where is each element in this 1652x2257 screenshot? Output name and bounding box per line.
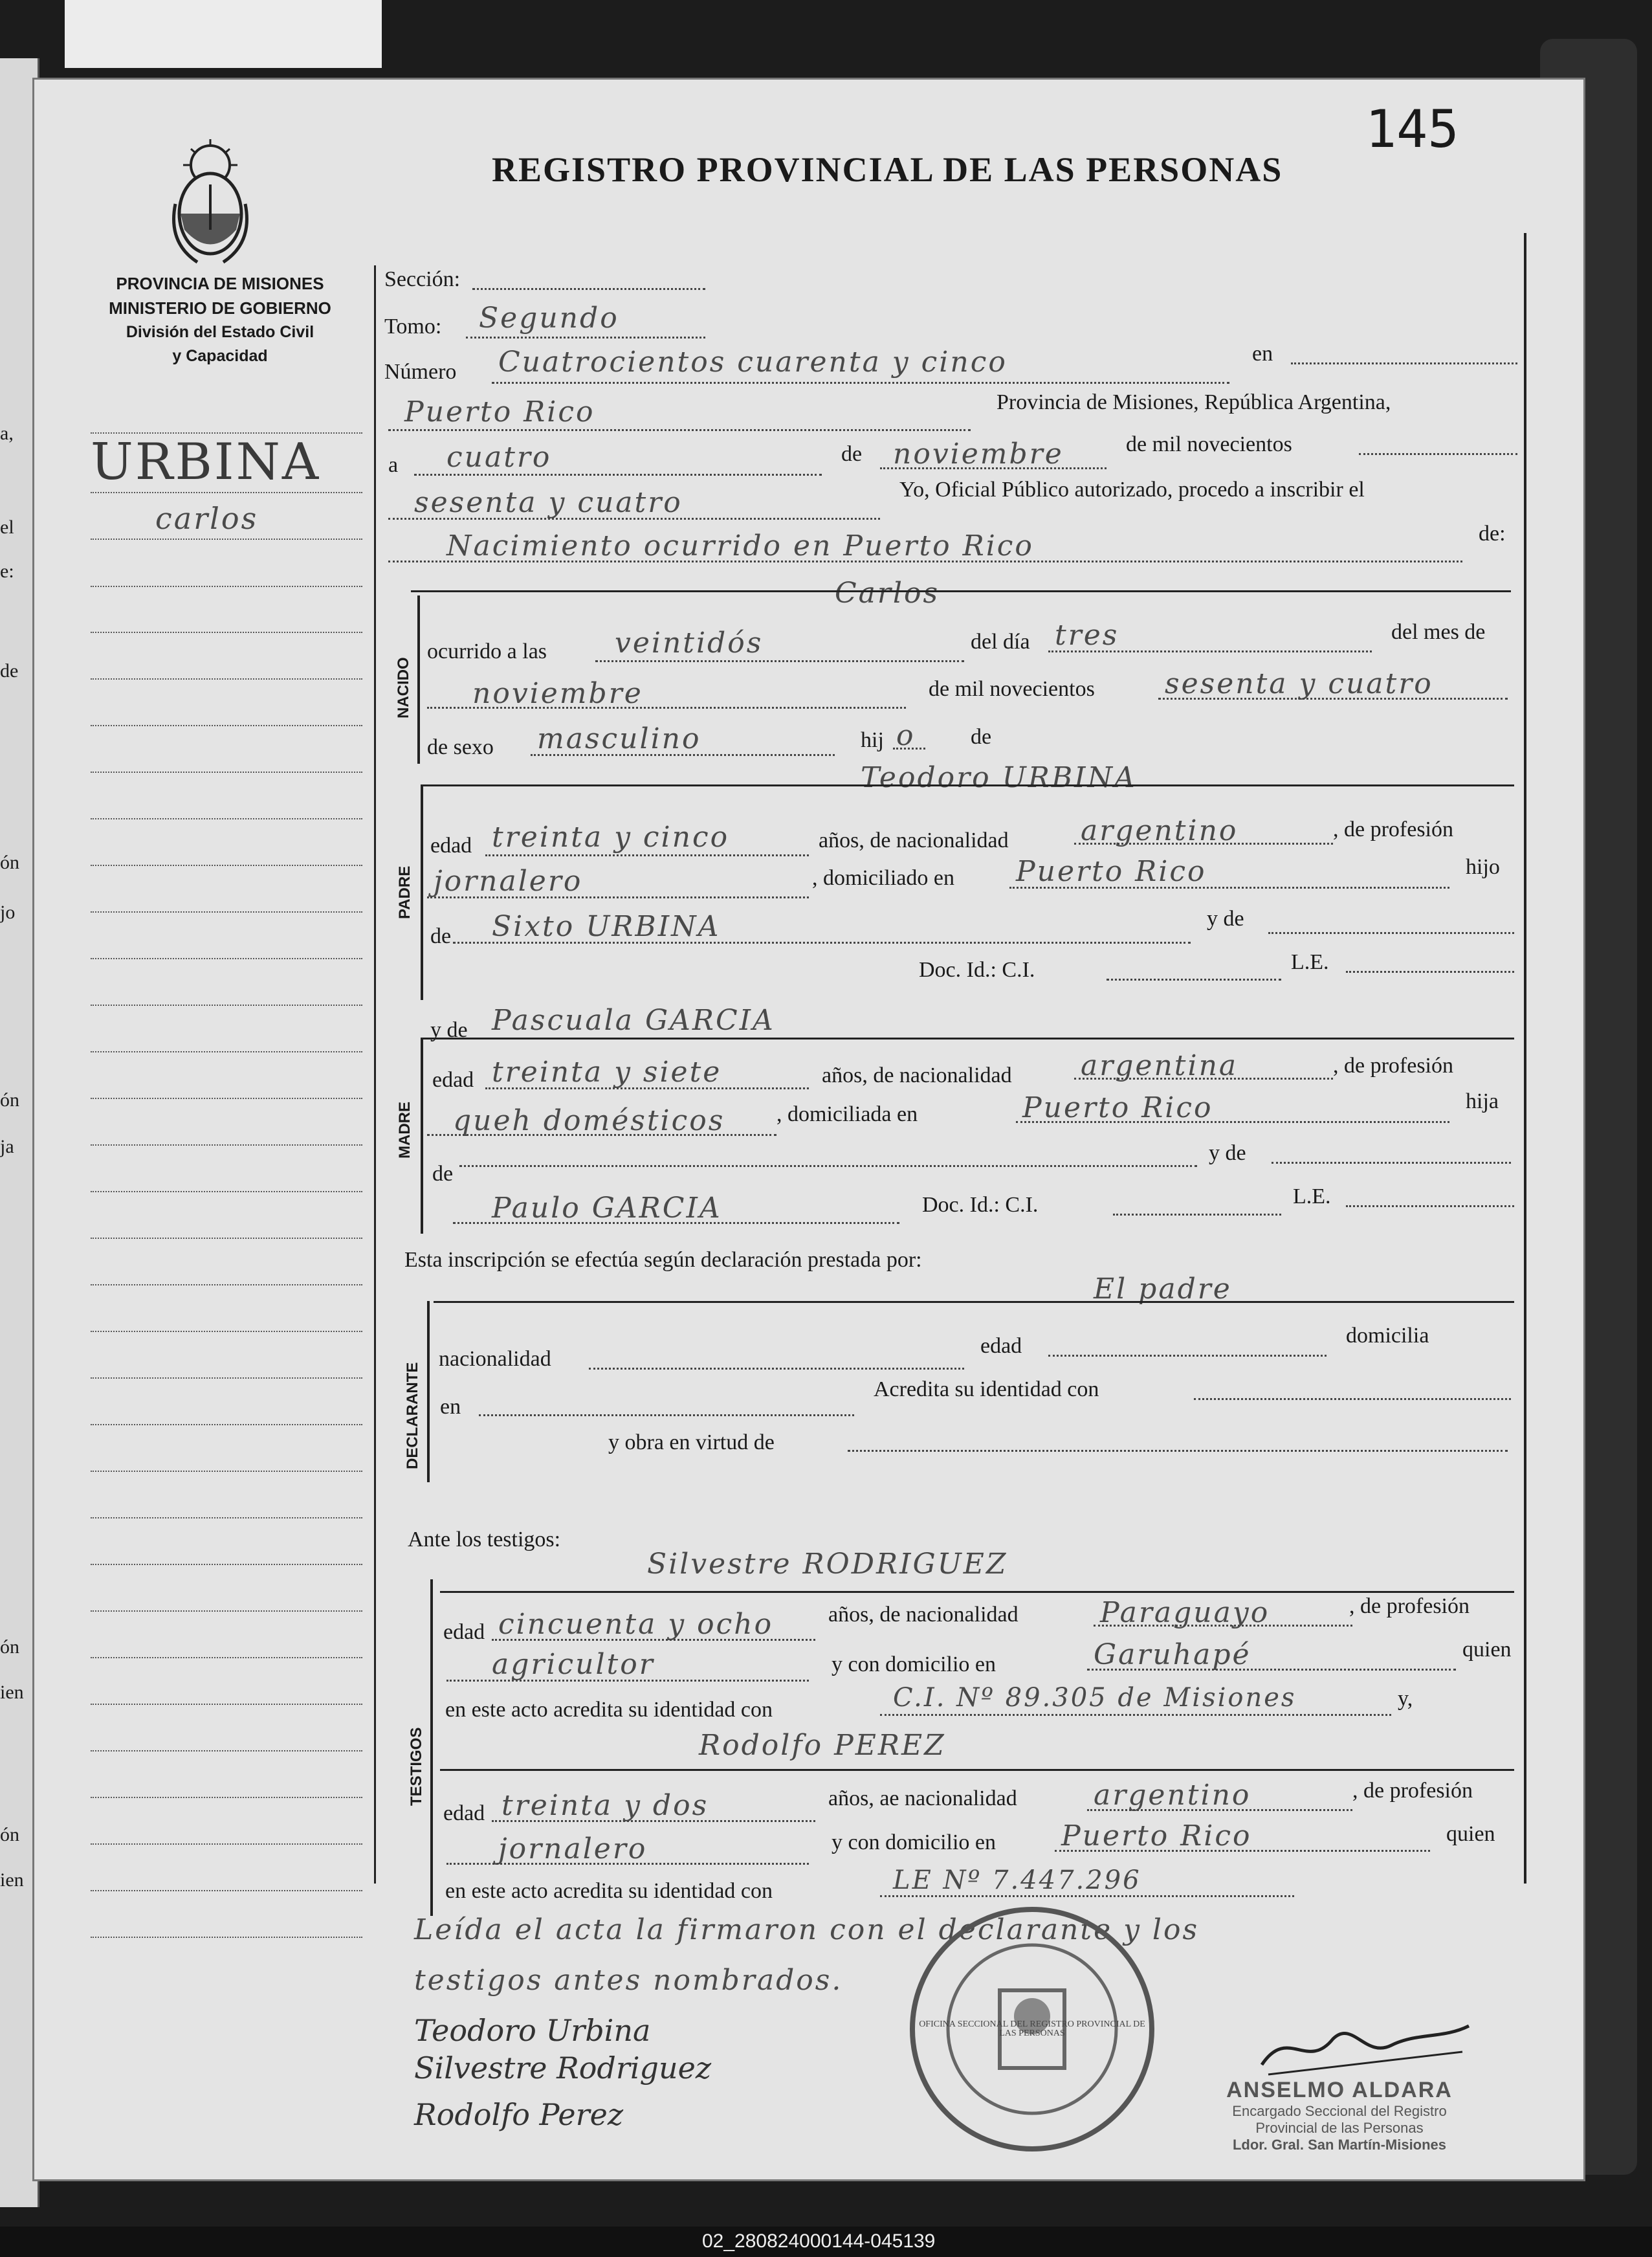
margin-given-name: carlos bbox=[155, 501, 259, 536]
madre-nac-line bbox=[1074, 1078, 1333, 1080]
label-doc: Doc. Id.: C.I. bbox=[919, 958, 1035, 982]
value-madre-padre: Paulo GARCIA bbox=[492, 1192, 722, 1225]
value-madre-nac: argentina bbox=[1081, 1049, 1239, 1082]
inscribe-line bbox=[388, 561, 1462, 562]
official-title: Provincial de las Personas bbox=[1255, 2120, 1424, 2136]
signature-witness-1: Silvestre Rodriguez bbox=[414, 2051, 712, 2085]
value-t2-dom: Puerto Rico bbox=[1061, 1819, 1252, 1852]
madre-le-line bbox=[1346, 1205, 1514, 1207]
nacido-bracket bbox=[417, 595, 420, 764]
value-lugar: Puerto Rico bbox=[404, 395, 595, 428]
label-de-sexo: de sexo bbox=[427, 735, 494, 759]
anio-nac-line bbox=[1158, 698, 1508, 700]
value-numero: Cuatrocientos cuarenta y cinco bbox=[498, 346, 1008, 379]
mil-line bbox=[1359, 453, 1517, 455]
fragment: ja bbox=[0, 1136, 14, 1157]
label-de-2: de bbox=[971, 725, 992, 749]
padre-nac-line bbox=[1074, 843, 1333, 845]
value-madre-dom: Puerto Rico bbox=[1022, 1091, 1213, 1124]
value-nombre-nacido: Carlos bbox=[835, 577, 940, 610]
value-padre-nac: argentino bbox=[1081, 814, 1239, 847]
value-testigo2: Rodolfo PEREZ bbox=[699, 1729, 946, 1762]
section-declarante: DECLARANTE bbox=[404, 1362, 421, 1469]
label-dom-t2: y con domicilio en bbox=[832, 1830, 997, 1854]
footer-id: 02_280824000144-045139 bbox=[702, 2230, 936, 2252]
madre-bracket bbox=[421, 1040, 423, 1234]
madre-dom-line bbox=[1016, 1121, 1449, 1123]
testigos-bracket bbox=[430, 1579, 433, 1916]
t1-doc-line bbox=[880, 1714, 1391, 1716]
label-de-mil: de mil novecientos bbox=[1126, 432, 1292, 456]
label-del-mes: del mes de bbox=[1391, 620, 1486, 644]
padre-doc-line bbox=[1107, 979, 1281, 981]
value-madre-nombre: Pascuala GARCIA bbox=[492, 1004, 775, 1037]
office-line: MINISTERIO DE GOBIERNO bbox=[109, 298, 331, 318]
label-del-dia: del día bbox=[971, 630, 1030, 654]
madre-doc-line bbox=[1113, 1214, 1281, 1216]
label-domicilia: domicilia bbox=[1346, 1324, 1429, 1348]
label-de-mil-2: de mil novecientos bbox=[929, 677, 1095, 701]
decl-nac-line bbox=[589, 1368, 964, 1370]
decl-acredita-line bbox=[1194, 1398, 1511, 1400]
official-location: Ldor. Gral. San Martín-Misiones bbox=[1232, 2137, 1447, 2153]
label-domiciliada: , domiciliada en bbox=[776, 1102, 918, 1126]
label-profesion: , de profesión bbox=[1333, 817, 1454, 841]
fragment: ien bbox=[0, 1869, 24, 1891]
madre-edad-line bbox=[485, 1087, 809, 1089]
value-padre-prof: jornalero bbox=[434, 865, 583, 898]
value-tomo: Segundo bbox=[479, 302, 619, 335]
label-edad-decl: edad bbox=[980, 1334, 1022, 1358]
label-doc-madre: Doc. Id.: C.I. bbox=[922, 1193, 1039, 1217]
t2-prof-line bbox=[446, 1863, 809, 1865]
en-line bbox=[1291, 362, 1517, 364]
value-t1-prof: agricultor bbox=[492, 1648, 655, 1681]
official-stamp bbox=[1184, 2078, 1495, 2153]
label-seccion: Sección: bbox=[384, 267, 461, 291]
seccion-line bbox=[472, 288, 705, 290]
fragment: ón bbox=[0, 1089, 19, 1111]
office-header bbox=[78, 272, 362, 368]
value-madre-prof: queh domésticos bbox=[453, 1104, 725, 1137]
label-y-comma: y, bbox=[1398, 1687, 1413, 1711]
value-dia: cuatro bbox=[446, 441, 552, 474]
mes-nac-line bbox=[427, 707, 906, 709]
label-de: de bbox=[841, 442, 863, 466]
page-number: 145 bbox=[1365, 99, 1459, 159]
value-declarante: El padre bbox=[1094, 1273, 1232, 1306]
label-hij: hij bbox=[861, 728, 884, 752]
fragment: e: bbox=[0, 561, 14, 582]
label-acto-t2: en este acto acredita su identidad con bbox=[445, 1879, 773, 1903]
t1-dom-line bbox=[1087, 1669, 1456, 1671]
decl-edad-line bbox=[1048, 1355, 1327, 1357]
paper-strip bbox=[65, 0, 382, 68]
value-madre-edad: treinta y siete bbox=[492, 1056, 722, 1089]
t1-nac-line bbox=[1094, 1625, 1352, 1627]
fragment: ón bbox=[0, 1824, 19, 1845]
label-edad-t1: edad bbox=[443, 1620, 485, 1644]
page-title: REGISTRO PROVINCIAL DE LAS PERSONAS bbox=[492, 150, 1283, 189]
padre-edad-line bbox=[485, 854, 809, 856]
value-mes: noviembre bbox=[893, 438, 1064, 471]
label-le-madre: L.E. bbox=[1293, 1184, 1331, 1208]
office-line: PROVINCIA DE MISIONES bbox=[116, 274, 324, 293]
frame-line bbox=[1524, 233, 1526, 1884]
lugar-line bbox=[388, 429, 971, 431]
signature-father: Teodoro Urbina bbox=[414, 2013, 651, 2048]
label-y-obra: y obra en virtud de bbox=[608, 1430, 775, 1454]
testigo2-top-line bbox=[440, 1769, 1514, 1771]
label-provincia: Provincia de Misiones, República Argentina, bbox=[997, 390, 1391, 414]
padre-prof-line bbox=[427, 896, 809, 898]
label-domiciliado: , domiciliado en bbox=[812, 866, 955, 890]
value-t2-edad: treinta y dos bbox=[501, 1789, 709, 1822]
office-line: y Capacidad bbox=[172, 346, 268, 365]
fragment: ón bbox=[0, 852, 19, 873]
official-title: Encargado Seccional del Registro bbox=[1232, 2103, 1447, 2119]
value-padre-nombre: Teodoro URBINA bbox=[861, 761, 1137, 794]
label-anos-nac: años, de nacionalidad bbox=[819, 828, 1009, 852]
hij-line bbox=[893, 748, 925, 750]
t2-dom-line bbox=[1055, 1850, 1430, 1852]
closing-line-1: Leída el acta la firmaron con el declarante y los bbox=[414, 1913, 1200, 1946]
label-y-de-2: y de bbox=[1209, 1141, 1246, 1165]
value-padre-dom: Puerto Rico bbox=[1016, 855, 1207, 888]
signature-witness-2: Rodolfo Perez bbox=[414, 2097, 624, 2132]
value-t1-doc: C.I. Nº 89.305 de Misiones bbox=[893, 1683, 1297, 1713]
value-t2-doc: LE Nº 7.447.296 bbox=[893, 1865, 1141, 1895]
value-padre-padre: Sixto URBINA bbox=[492, 910, 721, 943]
madre-top-line bbox=[421, 1038, 1514, 1040]
label-yo-oficial: Yo, Oficial Público autorizado, procedo a inscribir el bbox=[899, 478, 1365, 502]
official-seal bbox=[903, 1900, 1162, 2159]
value-padre-edad: treinta y cinco bbox=[492, 821, 730, 854]
fragment: a, bbox=[0, 423, 14, 444]
label-hija: hija bbox=[1466, 1089, 1499, 1113]
declarante-bracket bbox=[427, 1301, 430, 1482]
coat-of-arms-icon bbox=[171, 139, 249, 269]
padre-padre-line bbox=[453, 942, 1191, 944]
label-anos-nac-madre: años, de nacionalidad bbox=[822, 1063, 1012, 1087]
tomo-line bbox=[466, 337, 705, 339]
t2-nac-line bbox=[1087, 1809, 1352, 1811]
margin-surname: URBINA bbox=[91, 433, 321, 491]
decl-obra-line bbox=[848, 1450, 1508, 1452]
fragment: ón bbox=[0, 1636, 19, 1658]
anio-line bbox=[388, 518, 880, 520]
label-profesion-t1: , de profesión bbox=[1349, 1594, 1470, 1618]
label-quien-t2: quien bbox=[1446, 1822, 1495, 1846]
value-t1-nac: Paraguayo bbox=[1100, 1596, 1270, 1629]
label-anos-nac-t1: años, de nacionalidad bbox=[828, 1603, 1019, 1627]
label-ocurrido: ocurrido a las bbox=[427, 639, 547, 663]
value-hij-suffix: o bbox=[896, 719, 916, 752]
fragment: de bbox=[0, 660, 19, 682]
fragment: el bbox=[0, 517, 14, 538]
value-anio: sesenta y cuatro bbox=[414, 486, 683, 519]
label-en-decl: en bbox=[440, 1395, 461, 1419]
fragment: ien bbox=[0, 1682, 24, 1703]
section-padre: PADRE bbox=[396, 865, 413, 919]
seal-text: OFICINA SECCIONAL DEL REGISTRO PROVINCIAL DE LAS PERSONAS bbox=[919, 2019, 1145, 2038]
padre-le-line bbox=[1346, 971, 1514, 973]
section-testigos: TESTIGOS bbox=[408, 1727, 425, 1806]
t1-prof-line bbox=[446, 1680, 809, 1682]
label-profesion-t2: , de profesión bbox=[1352, 1779, 1473, 1803]
madre-padre-name-line bbox=[453, 1222, 899, 1224]
label-y-de-madre: y de bbox=[430, 1018, 468, 1042]
value-t1-edad: cincuenta y ocho bbox=[498, 1608, 774, 1641]
padre-dom-line bbox=[1009, 887, 1449, 889]
label-de-3: de bbox=[430, 924, 452, 948]
label-de-colon: de: bbox=[1479, 522, 1506, 546]
sexo-line bbox=[531, 754, 835, 756]
value-t2-nac: argentino bbox=[1094, 1779, 1251, 1812]
madre-madre-line bbox=[1272, 1162, 1511, 1164]
padre-bracket bbox=[421, 786, 423, 1000]
dia-nac-line bbox=[1048, 650, 1372, 652]
madre-prof-line bbox=[427, 1134, 776, 1136]
label-hijo: hijo bbox=[1466, 855, 1500, 879]
label-edad-t2: edad bbox=[443, 1801, 485, 1825]
section-nacido: NACIDO bbox=[395, 657, 412, 718]
testigo1-top-line bbox=[440, 1591, 1514, 1593]
label-esta-inscripcion: Esta inscripción se efectúa según declaración prestada por: bbox=[404, 1248, 922, 1272]
label-tomo: Tomo: bbox=[384, 315, 442, 339]
dia-line bbox=[414, 474, 822, 476]
madre-padre-line bbox=[459, 1165, 1197, 1167]
declarante-top-line bbox=[434, 1301, 1514, 1303]
padre-madre-line bbox=[1268, 932, 1514, 934]
value-mes-nac: noviembre bbox=[472, 677, 643, 710]
section-madre: MADRE bbox=[396, 1102, 413, 1159]
hora-line bbox=[595, 660, 964, 662]
nacido-top-line bbox=[411, 590, 1511, 592]
label-a: a bbox=[388, 453, 399, 477]
label-dom-t1: y con domicilio en bbox=[832, 1652, 997, 1676]
label-y-de: y de bbox=[1207, 907, 1244, 931]
label-edad: edad bbox=[430, 834, 472, 858]
t2-doc-line bbox=[880, 1895, 1294, 1897]
mes-line bbox=[880, 467, 1107, 469]
label-anos-nac-t2: años, ae nacionalidad bbox=[828, 1786, 1017, 1810]
label-ante-testigos: Ante los testigos: bbox=[408, 1528, 561, 1551]
value-t1-dom: Garuhapé bbox=[1094, 1638, 1251, 1671]
label-acredita: Acredita su identidad con bbox=[874, 1377, 1099, 1401]
value-anio-nac: sesenta y cuatro bbox=[1165, 667, 1433, 700]
value-inscribe: Nacimiento ocurrido en Puerto Rico bbox=[446, 529, 1034, 562]
closing-line-2: testigos antes nombrados. bbox=[414, 1964, 843, 1997]
label-numero: Número bbox=[384, 360, 457, 384]
value-t2-prof: jornalero bbox=[498, 1832, 648, 1865]
label-edad-madre: edad bbox=[432, 1068, 474, 1092]
value-sexo: masculino bbox=[537, 722, 701, 755]
footer-bar bbox=[0, 2227, 1652, 2257]
label-nacionalidad: nacionalidad bbox=[439, 1347, 551, 1371]
label-quien-t1: quien bbox=[1462, 1638, 1512, 1662]
office-line: División del Estado Civil bbox=[126, 323, 314, 342]
label-en: en bbox=[1252, 342, 1273, 366]
label-profesion-madre: , de profesión bbox=[1333, 1054, 1454, 1078]
value-dia-nac: tres bbox=[1055, 619, 1119, 652]
frame-line bbox=[374, 265, 376, 1884]
value-hora: veintidós bbox=[615, 627, 764, 660]
decl-en-line bbox=[479, 1414, 854, 1416]
t1-edad-line bbox=[492, 1639, 815, 1641]
padre-top-line bbox=[421, 784, 1514, 786]
fragment: jo bbox=[0, 902, 16, 923]
label-le: L.E. bbox=[1291, 950, 1329, 974]
official-name: ANSELMO ALDARA bbox=[1226, 2078, 1453, 2102]
numero-line bbox=[492, 382, 1229, 384]
label-acto-t1: en este acto acredita su identidad con bbox=[445, 1698, 773, 1722]
value-testigo1: Silvestre RODRIGUEZ bbox=[647, 1548, 1008, 1581]
t2-edad-line bbox=[492, 1820, 815, 1822]
label-de-madre: de bbox=[432, 1162, 454, 1186]
